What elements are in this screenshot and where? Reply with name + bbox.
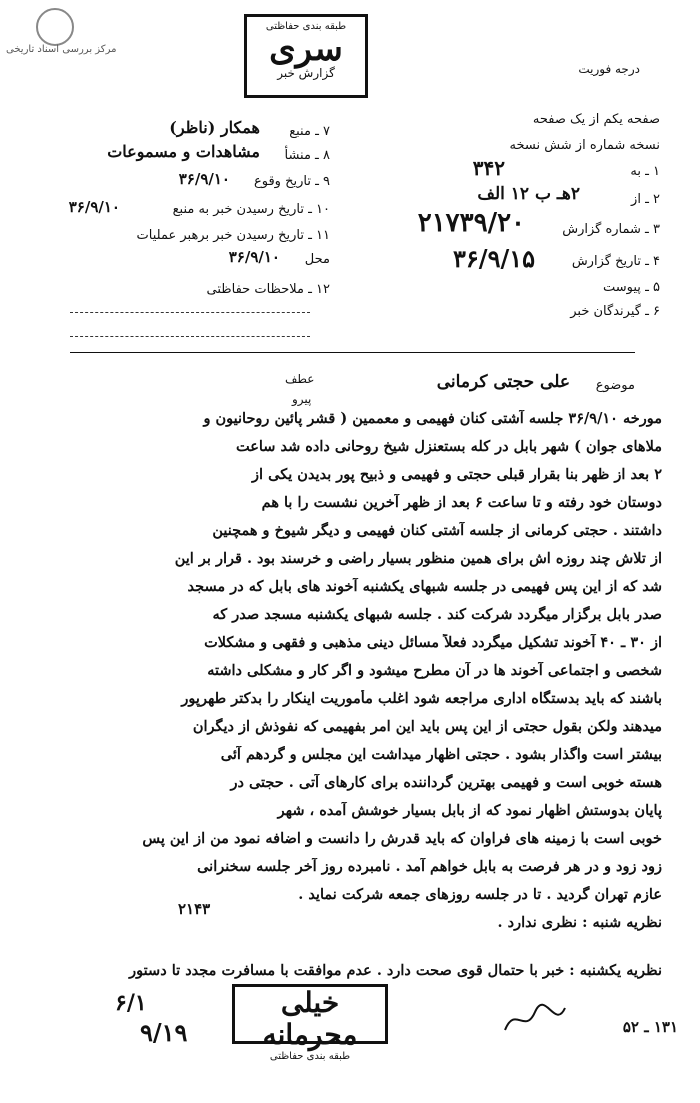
body-line: بیشتر است واگذار بشود . حجتی اظهار میداشت این مجلس و گردهم آئی	[220, 746, 662, 763]
to-field-label: ۱ ـ به	[630, 164, 660, 179]
body-line: زود زود و در هر فرصت به بابل خواهم آمد . نامبرده روز آخر جلسه سخنرانی	[197, 858, 662, 875]
page-count-field: صفحه یکم از یک صفحه	[532, 112, 660, 127]
body-line: شخصی و اجتماعی آخوند ها در آن مطرح میشود و اگر کار و مشکلی داشته	[207, 662, 662, 679]
header-separator	[70, 352, 635, 353]
handwritten-reference: ۱۳۱ ـ ۵۲	[622, 1018, 678, 1036]
report-number-label: ۳ ـ شماره گزارش	[562, 222, 660, 237]
handwritten-number: ۲۱۴۳	[178, 900, 211, 918]
from-field-label: ۲ ـ از	[631, 192, 660, 207]
archive-logo-icon	[36, 8, 74, 46]
body-line: داشتند . حجتی کرمانی از جلسه آشتی کنان فهیمی و دیگر شیوخ و همچنین	[212, 522, 662, 539]
source-label: ۷ ـ منبع	[289, 124, 330, 139]
source-value: همکار (ناظر)	[169, 118, 260, 137]
bottom-stamp-classification: طبقه بندی حفاظتی	[269, 1051, 351, 1062]
to-field-value: ۳۴۲	[472, 156, 505, 180]
event-date-value: ۳۶/۹/۱۰	[178, 170, 230, 188]
local-value: ۳۶/۹/۱۰	[228, 248, 280, 266]
body-line: باشند که باید بدستگاه اداری مراجعه شود اغلب مأموریت اینکار را بدکتر طهرپور	[181, 690, 662, 707]
body-line: مورخه ۳۶/۹/۱۰ جلسه آشتی کنان فهیمی و معممین ( قشر پائین روحانیون و	[203, 410, 662, 427]
informants-label: ۶ ـ گیرندگان خبر	[570, 304, 660, 319]
received-source-value: ۳۶/۹/۱۰	[68, 198, 120, 216]
event-date-label: ۹ ـ تاریخ وقوع	[253, 174, 330, 189]
received-source-label: ۱۰ ـ تاریخ رسیدن خبر به منبع	[172, 202, 330, 217]
body-line: شد که از این پس فهیمی در جلسه شبهای یکشنبه آخوند های بابل که در مسجد	[187, 578, 662, 595]
notes-dash-line-1	[70, 312, 310, 313]
stamp-secrecy-title: سری	[269, 29, 343, 69]
copy-number-field: نسخه شماره از شش نسخه	[509, 138, 660, 153]
reference-atf-label: عطف	[285, 372, 315, 386]
body-line: خوبی است با زمینه های فراوان که باید قدرش را دانست و اضافه نمود من از این پس	[142, 830, 662, 847]
received-leader-label: ۱۱ ـ تاریخ رسیدن خبر برهبر عملیات	[136, 228, 330, 243]
report-date-label: ۴ ـ تاریخ گزارش	[571, 254, 660, 269]
attachment-label: ۵ ـ پیوست	[603, 280, 660, 295]
handwritten-date-1: ۶/۱	[115, 990, 147, 1016]
body-line: هسته خوبی است و فهیمی بهترین گرداننده برای کارهای آتی . حجتی در	[230, 774, 662, 791]
stamp-report-title: گزارش خبر	[277, 66, 335, 80]
body-line: نظریه شنبه : نظری ندارد .	[497, 914, 662, 931]
bottom-stamp-title: خیلی محرمانه	[262, 986, 358, 1051]
reference-peyro-label: پیرو	[292, 392, 312, 406]
security-notes-label: ۱۲ ـ ملاحظات حفاظتی	[206, 282, 330, 297]
notes-dash-line-2	[70, 336, 310, 337]
origin-label: ۸ ـ منشأ	[284, 148, 330, 163]
priority-label: درجه فوریت	[578, 62, 640, 76]
body-line: میدهند ولکن بقول حجتی از این پس باید این امر بفهیمی که نفوذش از دیگران	[192, 718, 662, 735]
body-line: پایان بدوستش اظهار نمود که از بابل بسیار خوشش آمده ، شهر	[277, 802, 662, 819]
body-line: عازم تهران گردید . تا در جلسه روزهای جمعه شرکت نماید .	[298, 886, 662, 903]
from-field-value: ۲هـ ب ۱۲ الف	[477, 184, 580, 204]
subject-value: علی حجتی کرمانی	[436, 372, 570, 392]
body-line: ملاهای جوان ) شهر بابل در کله بستعنزل شیخ روحانی داده شد ساعت	[235, 438, 662, 455]
body-line: از ۳۰ ـ ۴۰ آخوند تشکیل میگردد فعلاً مسائل دینی مذهبی و فقهی و مشکلات	[204, 634, 662, 651]
top-classification-stamp	[244, 14, 368, 98]
local-label: محل	[304, 252, 330, 267]
stamp-classification-label: طبقه بندی حفاظتی	[265, 21, 347, 32]
body-line: دوستان خود رفته و تا ساعت ۶ بعد از ظهر آخرین نشست را با هم	[261, 494, 662, 511]
archive-watermark: مرکز بررسی اسناد تاریخی	[6, 44, 117, 55]
body-line: نظریه یکشنبه : خبر با حتمال قوی صحت دارد . عدم موافقت با مسافرت مجدد تا دستور	[129, 962, 662, 979]
body-line: از تلاش چند روزه اش برای همین منظور بسیار راضی و خرسند بود . قرار بر این	[174, 550, 662, 567]
report-number-value: ۲۱۷۳۹/۲۰	[417, 208, 525, 238]
report-date-value: ۳۶/۹/۱۵	[453, 244, 535, 273]
handwritten-date-2: ۹/۱۹	[140, 1018, 188, 1047]
body-line: ۲ بعد از ظهر بنا بقرار قبلی حجتی و فهیمی و ذبیح پور بدیدن یکی از	[252, 466, 662, 483]
bottom-classification-stamp	[232, 984, 388, 1062]
signature-scribble	[500, 1000, 570, 1040]
subject-label: موضوع	[595, 378, 635, 393]
origin-value: مشاهدات و مسموعات	[107, 142, 260, 161]
body-line: صدر بابل برگزار میگردد شرکت کند . جلسه شبهای یکشنبه مسجد صدر که	[212, 606, 662, 623]
